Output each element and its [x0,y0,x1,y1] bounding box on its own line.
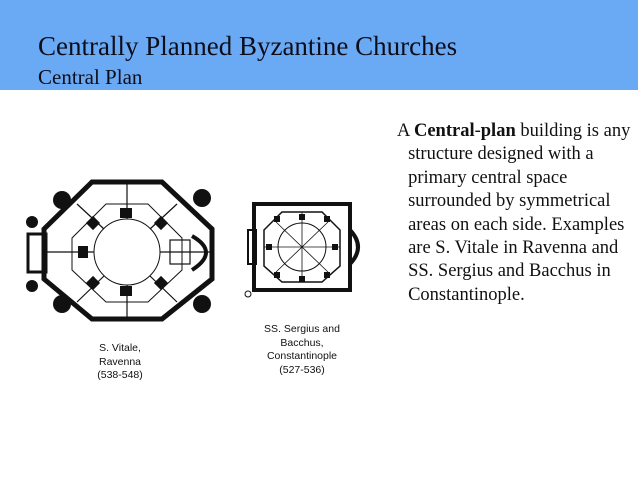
slide-title: Centrally Planned Byzantine Churches [38,31,458,61]
description-dash: - [474,121,481,141]
figure-caption-s-vitale [80,342,160,383]
description-paragraph [397,120,638,307]
caption-line: (538-548) [97,369,143,381]
caption-line: Ravenna [98,355,142,368]
caption-line: S. Vitale, [99,342,141,354]
description-bold-plan: plan [480,121,516,141]
figure-caption-sergius-bacchus [254,323,350,377]
caption-line: Constantinople [266,350,338,362]
sergius-bacchus-floor-plan-icon [244,190,364,300]
description-rest: building is any structure designed with a primary central space surrounded by symmetrical areas on each side. Examples are S. Vitale in Ravenna and SS. Sergius and Bacchus in Constantinople. [408,121,631,305]
slide-subtitle: Central Plan [38,65,143,89]
s-vitale-floor-plan-icon [22,174,232,324]
caption-line: SS. Sergius and [264,323,340,335]
description-bold-central: Central [413,121,475,141]
caption-line: (527-536) [279,363,325,376]
description-lead: A [397,121,414,141]
caption-line: Bacchus, [280,336,324,349]
